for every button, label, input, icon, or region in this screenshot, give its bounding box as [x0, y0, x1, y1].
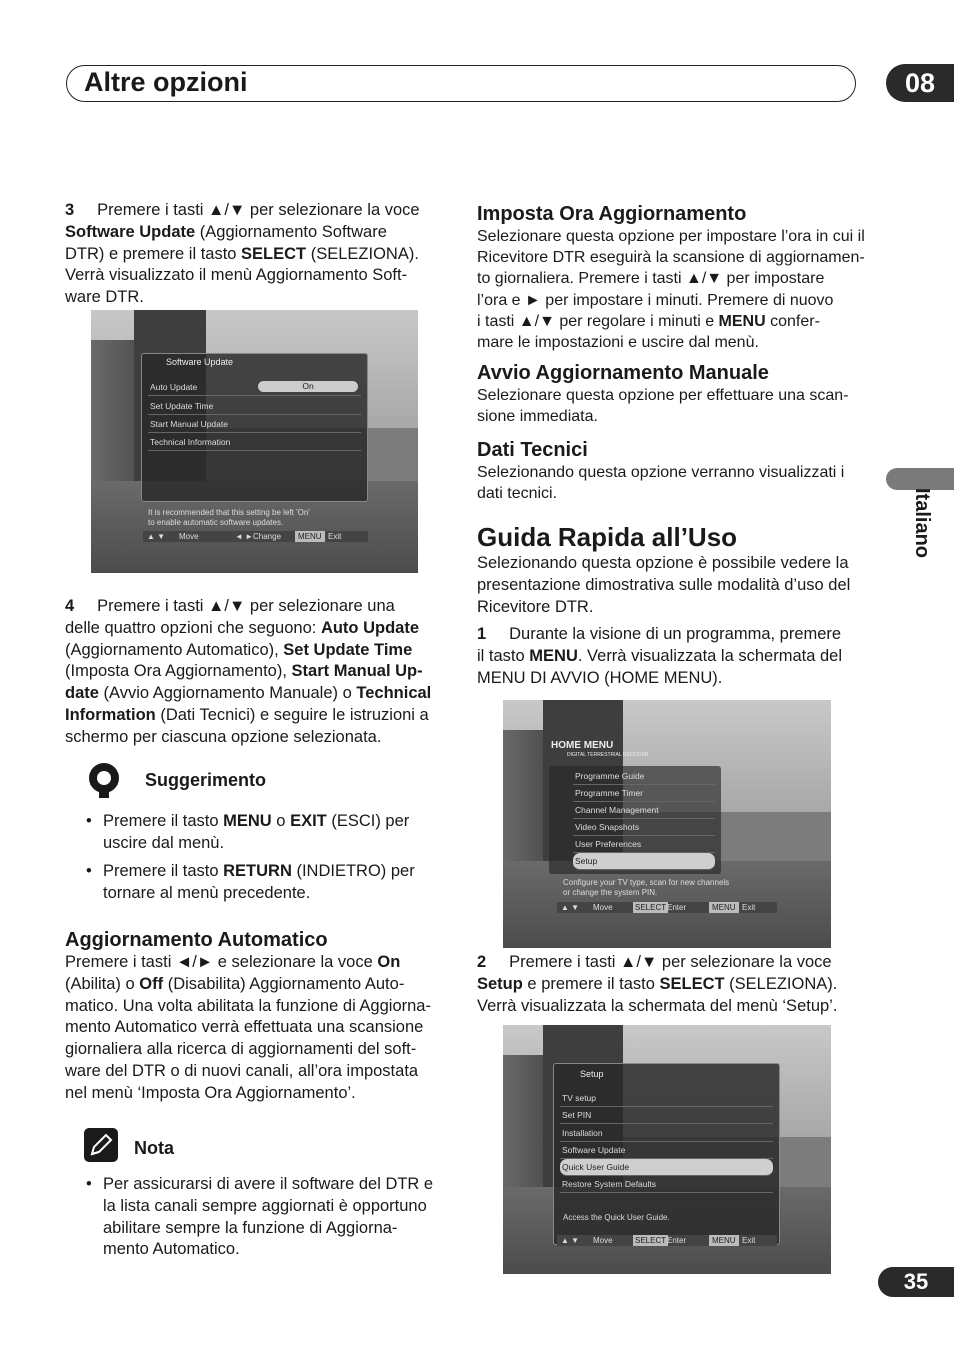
tip-heading: Suggerimento: [145, 770, 267, 790]
setup-row-set-pin[interactable]: Set PIN: [560, 1107, 773, 1124]
step4-line-3: (Aggiornamento Automatico), Set Update Time: [65, 640, 413, 659]
step3-line-5: ware DTR.: [65, 288, 144, 307]
setup-row-quick-user-guide[interactable]: Quick User Guide: [560, 1159, 773, 1176]
setup-row-restore-defaults[interactable]: Restore System Defaults: [560, 1176, 773, 1193]
note-text: Per assicurarsi di avere il software del DTR e la lista canali sempre aggiornati è opportuno abilitare sempre la funzione di Aggiorna- mento Automatico.: [103, 1175, 434, 1259]
home-menu-panel: [549, 766, 721, 874]
page-number: 35: [878, 1267, 954, 1297]
software-update-message: It is recommended that this setting be left 'On' to enable automatic software updates.: [148, 508, 310, 527]
step4-line-7: schermo per ciascuna opzione selezionata.: [65, 727, 382, 746]
menu-row-user-preferences[interactable]: User Preferences: [573, 836, 715, 853]
step3-number: 3: [65, 201, 75, 219]
menu-row-start-manual-update[interactable]: Start Manual Update: [148, 416, 361, 433]
setup-message: Access the Quick User Guide.: [563, 1213, 670, 1222]
step3-line-4: Verrà visualizzato il menù Aggiornamento Soft-: [65, 266, 408, 285]
step4-text: [65, 596, 450, 749]
chapter-number: 08: [886, 64, 954, 102]
menu-row-technical-information[interactable]: Technical Information: [148, 434, 361, 451]
step1-number: 1: [477, 625, 487, 643]
tip-text-1: Premere il tasto MENU o EXIT (ESCI) per uscire dal menù.: [103, 812, 410, 852]
menu-row-channel-management[interactable]: Channel Management: [573, 802, 715, 819]
home-menu-title: HOME MENU: [551, 740, 614, 751]
technical-data-text: Selezionando questa opzione verranno visualizzati i dati tecnici.: [477, 464, 845, 503]
step1-text: 1 Durante la visione di un programma, premere il tasto MENU. Verrà visualizzata la schermata del MENU DI AVVIO (HOME MENU).: [477, 625, 842, 687]
home-menu-screenshot: [503, 700, 831, 948]
menu-row-set-update-time[interactable]: Set Update Time: [148, 398, 361, 415]
setup-keybar: ▲ ▼ Move SELECT Enter MENU Exit: [557, 1235, 777, 1246]
home-menu-subtitle: DIGITAL TERRESTRIAL RECEIVER: [567, 752, 649, 758]
language-tab: [886, 468, 954, 490]
set-update-time-heading: Imposta Ora Aggiornamento: [477, 203, 747, 225]
menu-row-setup[interactable]: Setup: [573, 853, 715, 870]
menu-row-auto-update[interactable]: Auto Update On: [148, 379, 361, 396]
step4-number: 4: [65, 597, 75, 615]
step4-line-6: Information (Dati Tecnici) e seguire le istruzioni a: [65, 705, 429, 724]
menu-row-video-snapshots[interactable]: Video Snapshots: [573, 819, 715, 836]
language-label: Italiano: [911, 488, 933, 559]
quick-guide-text: Selezionando questa opzione è possibile vedere la presentazione dimostrativa sulle modalità d’uso del Ricevitore DTR.: [477, 554, 851, 616]
tip-bullet-1: •: [86, 812, 92, 830]
language-label-wrap: [905, 488, 935, 573]
pencil-note-icon: [84, 1128, 118, 1162]
menu-row-programme-guide[interactable]: Programme Guide: [573, 768, 715, 785]
software-update-screenshot: [91, 310, 418, 573]
technical-data-heading: Dati Tecnici: [477, 439, 588, 461]
step3-text: [65, 200, 445, 309]
tip-bullet-2: •: [86, 862, 92, 880]
step4-line-4: (Imposta Ora Aggiornamento), Start Manual Up-: [65, 662, 423, 681]
home-menu-message: Configure your TV type, scan for new channels or change the system PIN.: [563, 878, 730, 897]
auto-update-heading: Aggiornamento Automatico: [65, 929, 328, 951]
step3-line-1: Premere i tasti ▲/▼ per selezionare la voce: [97, 201, 420, 219]
setup-row-tv-setup[interactable]: TV setup: [560, 1090, 773, 1107]
menu-row-programme-timer[interactable]: Programme Timer: [573, 785, 715, 802]
setup-row-software-update[interactable]: Software Update: [560, 1142, 773, 1159]
lightbulb-icon: [84, 760, 124, 800]
note-heading: Nota: [134, 1138, 174, 1158]
setup-screenshot: [503, 1025, 831, 1274]
manual-update-text: Selezionare questa opzione per effettuare una scan- sione immediata.: [477, 387, 849, 426]
software-update-panel: [141, 353, 368, 502]
step4-line-2: delle quattro opzioni che seguono: Auto Update: [65, 618, 420, 637]
step4-line-5: date (Avvio Aggiornamento Manuale) o Technical: [65, 684, 432, 703]
step2-number: 2: [477, 953, 487, 971]
auto-update-text: Premere i tasti ◄/► e selezionare la voce On (Abilita) o Off (Disabilita) Aggiornamento Auto- matico. Una volta abilitata la funzione di Aggiorna- mento Automatico verrà effettuata una scansione giornaliera alla ricerca di aggiornamenti del soft- ware del DTR o di nuovi canali, all’ora impostata nel menù ‘Imposta Ora Aggiornamento’.: [65, 953, 431, 1102]
note-bullet: •: [86, 1175, 92, 1193]
set-update-time-text: Selezionare questa opzione per impostare l’ora in cui il Ricevitore DTR eseguirà la scansione di aggiornamen- to giornaliera. Premere i tasti ▲/▼ per impostare l’ora e ► per impostare i minuti. Premere di nuovo i tasti ▲/▼ per regolare i minuti e MENU confer- mare le impostazioni e uscire dal menù.: [477, 228, 865, 352]
step3-line-2: Software Update (Aggiornamento Software: [65, 222, 387, 241]
step3-line-3: DTR) e premere il tasto SELECT (SELEZIONA).: [65, 244, 419, 263]
software-update-title: Software Update: [166, 357, 234, 367]
setup-title: Setup: [580, 1069, 604, 1079]
quick-guide-heading: Guida Rapida all’Uso: [477, 522, 738, 552]
tip-text-2: Premere il tasto RETURN (INDIETRO) per tornare al menù precedente.: [103, 862, 415, 902]
setup-row-installation[interactable]: Installation: [560, 1125, 773, 1142]
home-menu-keybar: ▲ ▼ Move SELECT Enter MENU Exit: [557, 902, 777, 913]
step2-text: 2 Premere i tasti ▲/▼ per selezionare la voce Setup e premere il tasto SELECT (SELEZIONA). Verrà visualizzata la schermata del menù ‘Setup’.: [477, 953, 838, 1015]
auto-update-value[interactable]: On: [258, 381, 358, 392]
page-title: Altre opzioni: [84, 67, 248, 97]
software-update-keybar: ▲ ▼ Move ◄ ► Change MENU Exit: [143, 531, 368, 542]
step4-line-1: Premere i tasti ▲/▼ per selezionare una: [97, 597, 395, 615]
manual-update-heading: Avvio Aggiornamento Manuale: [477, 362, 769, 384]
